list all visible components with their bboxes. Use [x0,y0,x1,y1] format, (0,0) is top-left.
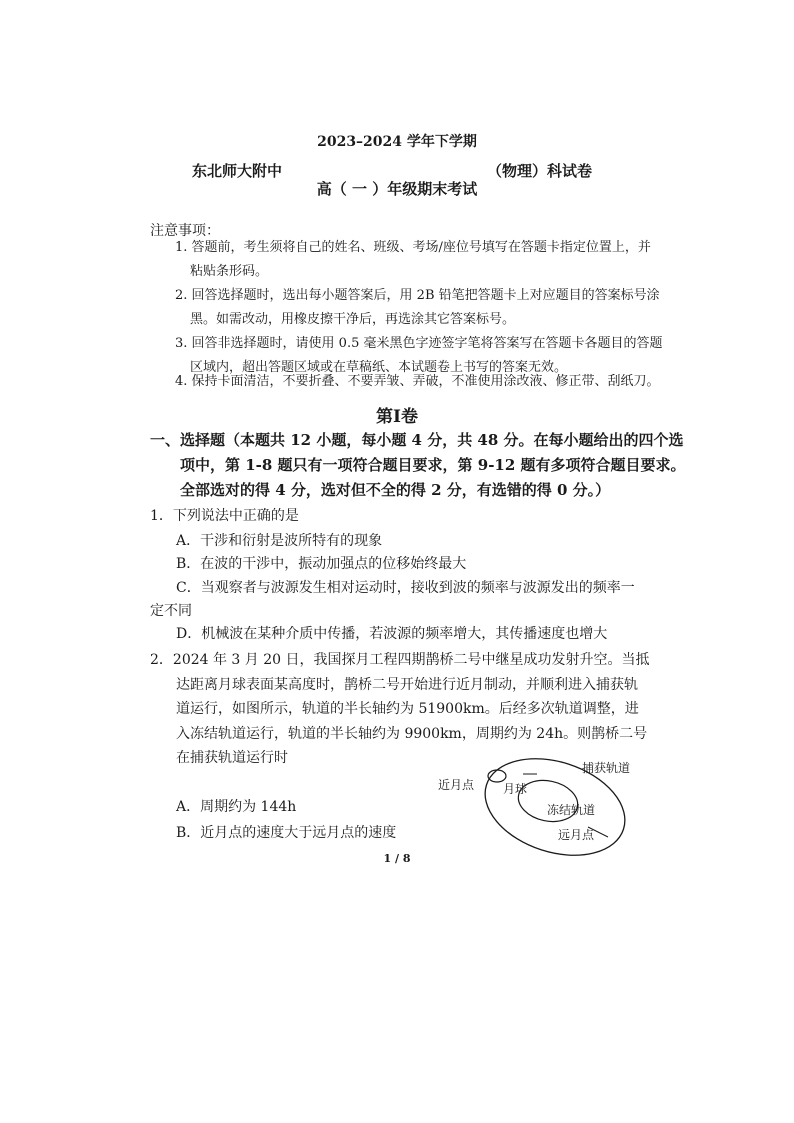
notice-line: 粘贴条形码。 [190,264,269,279]
part-heading [150,428,686,503]
school-name: 东北师大附中 [192,162,283,180]
question-2-line: 达距离月球表面某高度时，鹊桥二号开始进行近月制动，并顺利进入捕获轨 [176,676,638,693]
exam-grade: 高（ 一 ）年级期末考试 [316,180,478,198]
orbit-diagram [420,752,630,862]
label-moon: 月球 [503,782,528,796]
notice-line: 区域内，超出答题区域或在草稿纸、本试题卷上书写的答案无效。 [190,360,568,375]
exam-subject: （物理）科试卷 [487,162,593,180]
question-1-option-c: C．当观察者与波源发生相对运动时，接收到波的频率与波源发出的频率一 [176,580,635,596]
question-2-option-a: A．周期约为 144h [176,799,297,815]
section-title: 第Ⅰ卷 [376,407,418,427]
question-2-line: 2．2024 年 3 月 20 日，我国探月工程四期鹊桥二号中继星成功发射升空。当抵 [150,652,650,668]
notice-line: 3. 回答非选择题时，请使用 0.5 毫米黑色字迹签字笔将答案写在答题卡各题目的答题 [175,336,663,351]
notice-line: 4. 保持卡面清洁，不要折叠、不要弄皱、弄破，不准使用涂改液、修正带、刮纸刀。 [175,374,660,389]
notice-item-4 [175,370,660,394]
notice-item-2 [175,284,660,332]
question-2-line: 在捕获轨道运行时 [176,750,288,766]
notice-line: 黑。如需改动，用橡皮擦干净后，再选涂其它答案标号。 [190,312,516,327]
notice-line: 2. 回答选择题时，选出每小题答案后，用 2B 铅笔把答题卡上对应题目的答案标号涂 [175,288,660,303]
question-2-line: 道运行，如图所示，轨道的半长轴约为 51900km。后经多次轨道调整，进 [176,701,639,717]
page-number: 1 / 8 [383,852,411,865]
label-apolune: 远月点 [558,828,595,842]
notice-line: 1. 答题前，考生须将自己的姓名、班级、考场/座位号填写在答题卡指定位置上，并 [175,240,651,255]
label-frozen-orbit: 冻结轨道 [547,803,596,817]
part-heading-line: 全部选对的得 4 分，选对但不全的得 2 分，有选错的得 0 分。） [180,481,611,499]
question-1-option-d: D．机械波在某种介质中传播，若波源的频率增大，其传播速度也增大 [176,626,608,642]
exam-year-term: 2023–2024 学年下学期 [317,134,477,150]
notice-item-1 [175,236,651,284]
question-2-option-b: B．近月点的速度大于远月点的速度 [176,825,397,841]
question-1-option-c-cont: 定不同 [150,603,192,619]
label-perilune: 近月点 [438,778,475,792]
question-1-stem: 1．下列说法中正确的是 [150,508,299,524]
question-1-option-a: A．干涉和衍射是波所特有的现象 [176,533,383,549]
part-heading-line: 一、选择题（本题共 12 小题，每小题 4 分，共 48 分。在每小题给出的四个选 [150,431,684,449]
question-2-line: 入冻结轨道运行，轨道的半长轴约为 9900km，周期约为 24h。则鹊桥二号 [176,725,648,742]
question-1-option-b: B．在波的干涉中，振动加强点的位移始终最大 [176,556,467,572]
label-capture-orbit: 捕获轨道 [582,761,631,775]
notice-title: 注意事项： [150,223,220,239]
part-heading-line: 项中，第 1-8 题只有一项符合题目要求，第 9-12 题有多项符合题目要求。 [180,456,686,474]
